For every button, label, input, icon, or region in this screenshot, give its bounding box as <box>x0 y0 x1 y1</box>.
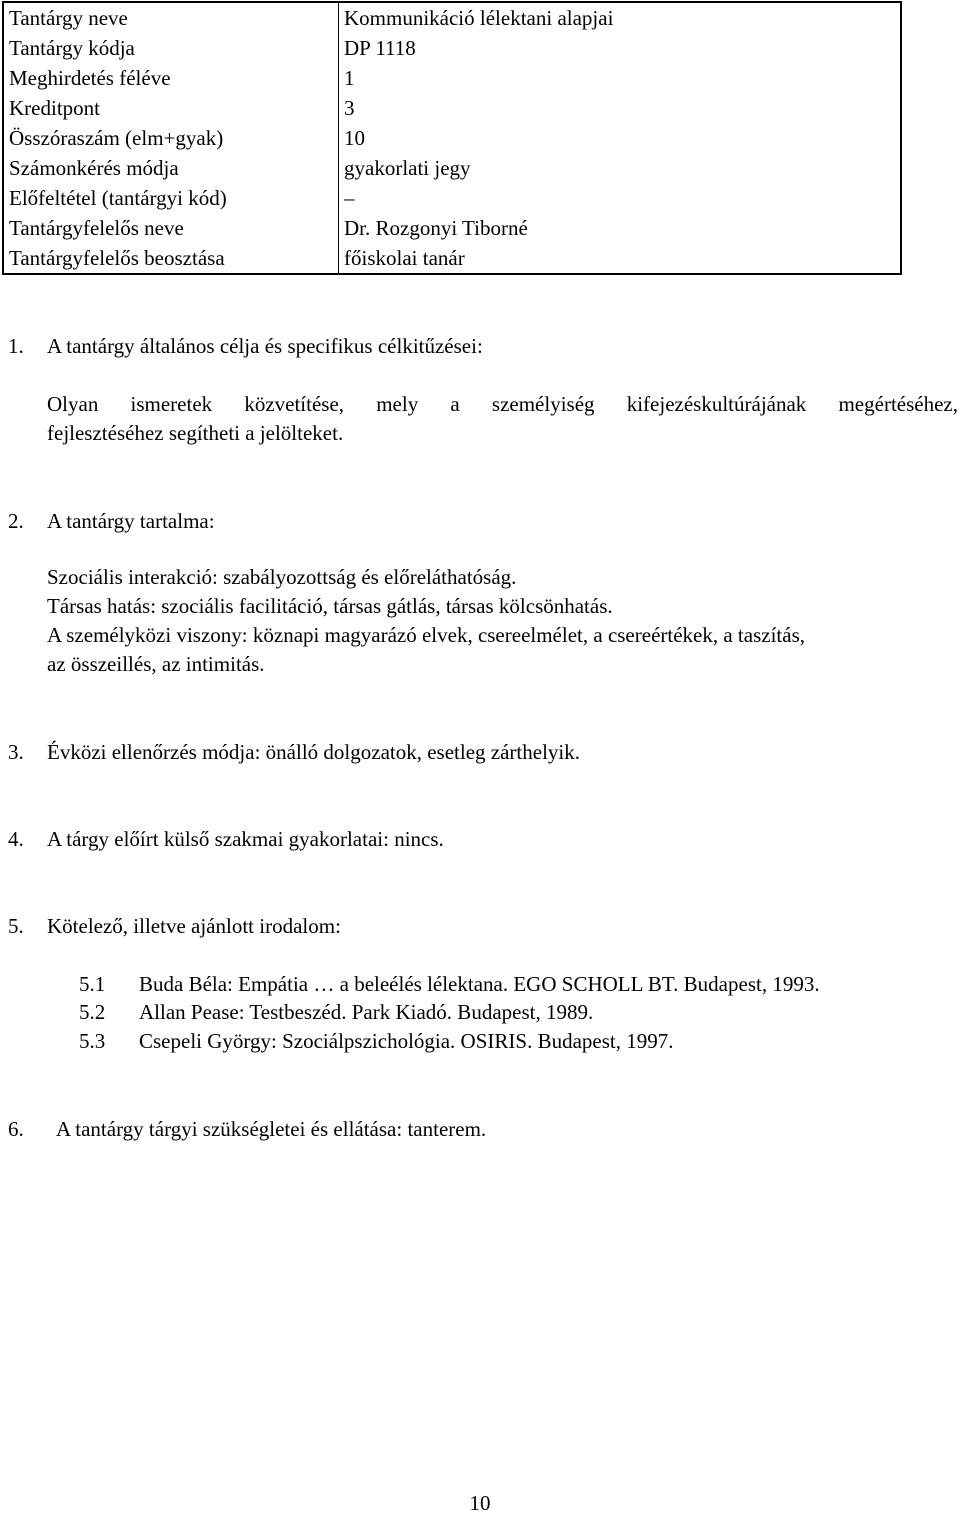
section-body-line: az összeillés, az intimitás. <box>47 652 265 676</box>
row-label: Tantárgy neve <box>3 2 339 33</box>
table-row <box>3 63 901 93</box>
row-value: – <box>344 186 355 210</box>
section-body-line: A személyközi viszony: köznapi magyarázó elvek, csereelmélet, a csereértékek, a taszítás, <box>47 623 805 647</box>
literature-number: 5.2 <box>79 1000 106 1024</box>
section-heading: Kötelező, illetve ajánlott irodalom: <box>47 914 341 938</box>
table-row <box>3 33 901 63</box>
section-number: 4. <box>8 827 24 851</box>
row-label: Számonkérés módja <box>3 153 339 183</box>
literature-number: 5.1 <box>79 972 106 996</box>
section-number: 1. <box>8 334 24 358</box>
table-row <box>3 93 901 123</box>
literature-text: Buda Béla: Empátia … a beleélés lélektana. EGO SCHOLL BT. Budapest, 1993. <box>139 972 820 996</box>
section-body-line: fejlesztéséhez segítheti a jelölteket. <box>47 421 344 445</box>
row-label: Tantárgyfelelős neve <box>3 213 339 243</box>
literature-text: Csepeli György: Szociálpszichológia. OSIRIS. Budapest, 1997. <box>139 1029 674 1053</box>
row-label: Tantárgy kódja <box>3 33 339 63</box>
section-heading: A tantárgy tartalma: <box>47 509 215 533</box>
literature-text: Allan Pease: Testbeszéd. Park Kiadó. Budapest, 1989. <box>139 1000 594 1024</box>
section-number: 5. <box>8 914 24 938</box>
row-label: Tantárgyfelelős beosztása <box>3 243 339 274</box>
table-row <box>3 123 901 153</box>
row-label: Meghirdetés féléve <box>3 63 339 93</box>
section-body-line: Társas hatás: szociális facilitáció, társas gátlás, társas kölcsönhatás. <box>47 594 613 618</box>
section-heading: A tárgy előírt külső szakmai gyakorlatai: nincs. <box>47 827 444 851</box>
table-row <box>3 213 901 243</box>
table-row <box>3 2 901 33</box>
row-label: Előfeltétel (tantárgyi kód) <box>3 183 339 213</box>
section-heading: Évközi ellenőrzés módja: önálló dolgozatok, esetleg zárthelyik. <box>47 740 580 764</box>
course-info-table <box>2 1 902 275</box>
table-row <box>3 243 901 274</box>
row-value: DP 1118 <box>344 36 416 60</box>
row-label: Összóraszám (elm+gyak) <box>3 123 339 153</box>
row-value: 1 <box>344 66 355 90</box>
row-value: 10 <box>344 126 365 150</box>
row-value: gyakorlati jegy <box>344 156 471 180</box>
section-heading: A tantárgy általános célja és specifikus célkitűzései: <box>47 334 483 358</box>
row-value: Dr. Rozgonyi Tiborné <box>344 216 528 240</box>
section-body-line: Olyan ismeretek közvetítése, mely a személyiség kifejezéskultúrájának megértéséhez, <box>47 392 958 416</box>
row-value: főiskolai tanár <box>344 246 465 270</box>
literature-number: 5.3 <box>79 1029 106 1053</box>
row-value: Kommunikáció lélektani alapjai <box>344 6 614 30</box>
section-number: 3. <box>8 740 24 764</box>
section-number: 2. <box>8 509 24 533</box>
row-label: Kreditpont <box>3 93 339 123</box>
row-value: 3 <box>344 96 355 120</box>
table-row <box>3 153 901 183</box>
section-heading: A tantárgy tárgyi szükségletei és ellátása: tanterem. <box>56 1117 487 1141</box>
page-number: 10 <box>469 1491 491 1515</box>
section-number: 6. <box>8 1117 24 1141</box>
table-row <box>3 183 901 213</box>
section-body-line: Szociális interakció: szabályozottság és előreláthatóság. <box>47 565 517 589</box>
